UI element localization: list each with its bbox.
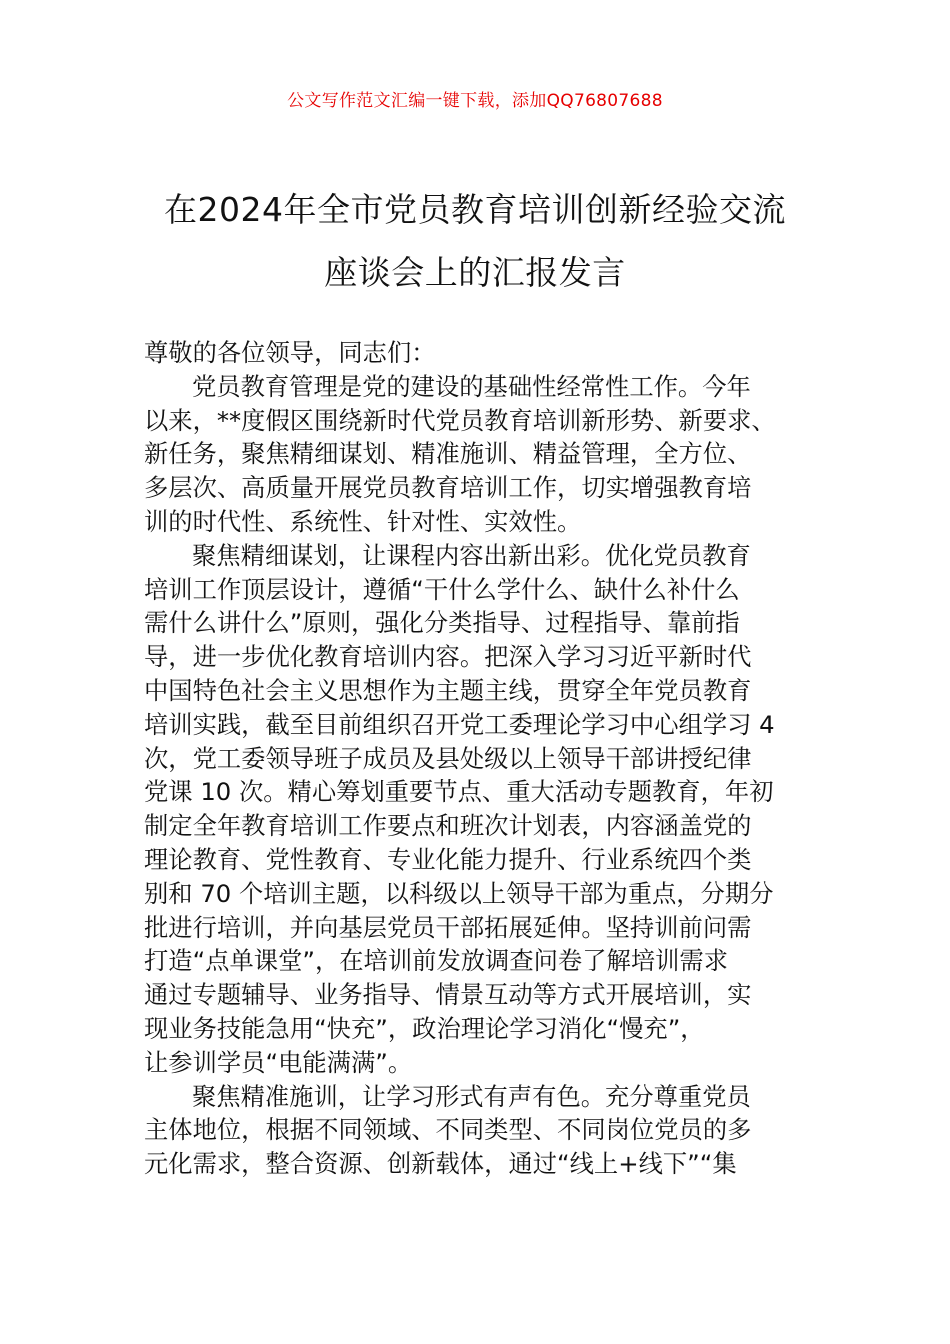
paragraph-line: 通过专题辅导、业务指导、情景互动等方式开展培训，实 <box>144 980 752 1010</box>
paragraph-line: 培训工作顶层设计，遵循“干什么学什么、缺什么补什么 <box>144 574 740 604</box>
paragraph <box>144 1080 814 1181</box>
paragraph-line: 培训实践，截至目前组织召开党工委理论学习中心组学习 4 <box>144 709 775 739</box>
title-line: 在2024年全市党员教育培训创新经验交流 <box>164 190 786 229</box>
paragraph-line: 制定全年教育培训工作要点和班次计划表，内容涵盖党的 <box>144 811 752 841</box>
paragraph-line: 主体地位，根据不同领域、不同类型、不同岗位党员的多 <box>144 1115 752 1145</box>
paragraph-line: 以来，**度假区围绕新时代党员教育培训新形势、新要求、 <box>144 405 776 435</box>
paragraph-line: 让参训学员“电能满满”。 <box>144 1047 413 1077</box>
paragraph-line: 聚焦精细谋划，让课程内容出新出彩。优化党员教育 <box>192 540 751 570</box>
header-note: 公文写作范文汇编一键下载，添加QQ76807688 <box>287 91 663 111</box>
paragraph-line: 新任务，聚焦精细谋划、精准施训、精益管理，全方位、 <box>144 439 752 469</box>
paragraph-line: 训的时代性、系统性、针对性、实效性。 <box>144 506 582 536</box>
document-body <box>144 336 814 1181</box>
paragraph-line: 打造“点单课堂”，在培训前发放调查问卷了解培训需求 <box>144 946 729 976</box>
paragraph-line: 党课 10 次。精心筹划重要节点、重大活动专题教育，年初 <box>144 777 774 807</box>
paragraph-line: 党员教育管理是党的建设的基础性经常性工作。今年 <box>192 371 751 401</box>
paragraph-line: 需什么讲什么”原则，强化分类指导、过程指导、靠前指 <box>144 608 740 638</box>
page-title <box>100 178 850 304</box>
paragraph <box>144 539 814 1080</box>
paragraph <box>144 370 814 539</box>
title-line: 座谈会上的汇报发言 <box>324 253 626 292</box>
paragraph-line: 批进行培训，并向基层党员干部拓展延伸。坚持训前问需 <box>144 912 752 942</box>
salutation: 尊敬的各位领导，同志们： <box>144 338 436 367</box>
paragraph-line: 别和 70 个培训主题，以科级以上领导干部为重点，分期分 <box>144 878 774 908</box>
paragraph-line: 理论教育、党性教育、专业化能力提升、行业系统四个类 <box>144 844 752 874</box>
paragraph-line: 次，党工委领导班子成员及县处级以上领导干部讲授纪律 <box>144 743 752 773</box>
paragraph-line: 元化需求，整合资源、创新载体，通过“线上+线下”“集 <box>144 1149 737 1179</box>
paragraph-line: 聚焦精准施训，让学习形式有声有色。充分尊重党员 <box>192 1081 751 1111</box>
paragraph-line: 多层次、高质量开展党员教育培训工作，切实增强教育培 <box>144 473 752 503</box>
paragraph-line: 现业务技能急用“快充”，政治理论学习消化“慢充”， <box>144 1013 705 1043</box>
paragraph-line: 导，进一步优化教育培训内容。把深入学习习近平新时代 <box>144 642 752 672</box>
paragraph-line: 中国特色社会主义思想作为主题主线，贯穿全年党员教育 <box>144 675 752 705</box>
